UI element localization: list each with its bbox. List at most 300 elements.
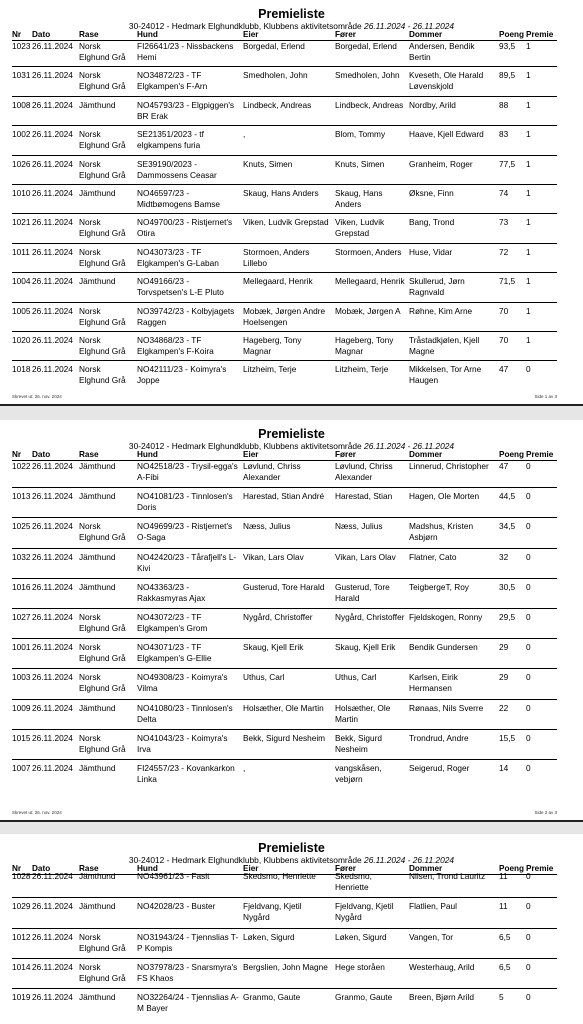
cell-hund: NO46597/23 - Midtbømogens Bamse xyxy=(137,188,221,209)
cell-dato: 26.11.2024 xyxy=(32,642,73,653)
cell-forer: vangskåsen, vebjørn xyxy=(335,763,382,784)
cell-poeng: 30,5 xyxy=(499,581,516,592)
cell-dato: 26.11.2024 xyxy=(32,521,73,532)
row-divider xyxy=(12,331,557,332)
cell-rase: Jämthund xyxy=(79,551,116,562)
cell-dommer: Flatlien, Paul xyxy=(409,901,457,912)
cell-hund: NO43072/23 - TF Elgkampen's Grom xyxy=(137,612,208,633)
cell-premie: 0 xyxy=(526,364,531,375)
cell-eier: Gusterud, Tore Harald xyxy=(243,581,325,592)
subtitle-dates: 26.11.2024 - 26.11.2024 xyxy=(364,441,455,451)
cell-hund: NO43363/23 - Rakkasmyras Ajax xyxy=(137,581,206,603)
cell-poeng: 15,5 xyxy=(499,732,516,743)
header-hund: Hund xyxy=(137,450,158,459)
cell-nr: 1009 xyxy=(12,702,31,713)
header-forer: Fører xyxy=(335,30,356,39)
cell-forer: Løvlund, Chriss Alexander xyxy=(335,461,393,482)
cell-eier: Skedsmo, Henriette xyxy=(243,871,316,881)
cell-forer: Gusterud, Tore Harald xyxy=(335,581,390,603)
cell-eier: Viken, Ludvik Grepstad xyxy=(243,217,329,228)
row-divider xyxy=(12,759,557,760)
cell-hund: NO39742/23 - Kolbyjagets Raggen xyxy=(137,305,235,327)
cell-dommer: Huse, Vidar xyxy=(409,246,453,257)
row-divider xyxy=(12,638,557,639)
cell-hund: FI24557/23 - Kovankarkon Linka xyxy=(137,763,235,784)
cell-poeng: 47 xyxy=(499,461,509,471)
cell-hund: NO42518/23 - Trysil-egga's A-Fibi xyxy=(137,461,238,482)
cell-dato: 26.11.2024 xyxy=(32,763,73,773)
cell-nr: 1023 xyxy=(12,41,31,51)
cell-rase: Norsk Elghund Grå xyxy=(79,335,126,356)
cell-dato: 26.11.2024 xyxy=(32,612,73,622)
cell-dato: 26.11.2024 xyxy=(32,992,73,1003)
cell-poeng: 29 xyxy=(499,642,509,653)
cell-forer: Litzheim, Terje xyxy=(335,364,389,375)
cell-hund: NO43961/23 - Fasit xyxy=(137,871,210,881)
cell-forer: Fjeldvang, Kjetil Nygård xyxy=(335,901,394,923)
cell-dommer: Kveseth, Ole Harald Løvenskjold xyxy=(409,70,484,92)
cell-forer: Skedsmo, Henriette xyxy=(335,871,372,892)
cell-poeng: 6,5 xyxy=(499,931,511,942)
row-divider xyxy=(12,729,557,730)
cell-nr: 1004 xyxy=(12,276,31,287)
cell-eier: Bekk, Sigurd Nesheim xyxy=(243,732,326,743)
cell-premie: 1 xyxy=(526,305,531,316)
header-poeng: Poeng xyxy=(499,864,525,873)
cell-premie: 0 xyxy=(526,871,531,881)
row-divider xyxy=(12,155,557,156)
cell-poeng: 77,5 xyxy=(499,158,516,169)
row-divider xyxy=(12,608,557,609)
cell-dommer: Skullerud, Jørn Ragnvald xyxy=(409,276,465,298)
cell-forer: Holsæther, Ole Martin xyxy=(335,702,391,724)
cell-dommer: Fjeldskogen, Ronny xyxy=(409,612,483,622)
cell-hund: NO34872/23 - TF Elgkampen's F-Arn xyxy=(137,70,208,92)
cell-nr: 1012 xyxy=(12,931,31,942)
cell-nr: 1001 xyxy=(12,642,31,653)
cell-hund: NO49166/23 - Torvspetsen's L-E Pluto xyxy=(137,276,224,298)
page-title: Premieliste xyxy=(258,841,325,855)
cell-dommer: Rønaas, Nils Sverre xyxy=(409,702,484,713)
cell-forer: Næss, Julius xyxy=(335,521,383,532)
cell-dato: 26.11.2024 xyxy=(32,732,73,743)
cell-dommer: Seigerud, Roger xyxy=(409,763,470,773)
cell-nr: 1019 xyxy=(12,992,31,1003)
cell-hund: NO31943/24 - Tjennslias T- P Kompis xyxy=(137,931,239,953)
cell-forer: Borgedal, Erlend xyxy=(335,41,397,51)
cell-dato: 26.11.2024 xyxy=(32,672,73,683)
cell-dommer: Tråstadkjølen, Kjell Magne xyxy=(409,335,480,356)
cell-poeng: 32 xyxy=(499,551,509,562)
cell-forer: Skaug, Hans Anders xyxy=(335,188,383,209)
cell-eier: Nygård, Christoffer xyxy=(243,612,313,622)
cell-dato: 26.11.2024 xyxy=(32,305,73,316)
cell-rase: Norsk Elghund Grå xyxy=(79,305,126,327)
cell-premie: 0 xyxy=(526,901,531,912)
cell-forer: Granmo, Gaute xyxy=(335,992,393,1003)
footer-printed-date: Skrevet ut: 26. nov. 2024 xyxy=(12,394,62,399)
cell-dommer: Hagen, Ole Morten xyxy=(409,491,480,502)
cell-hund: NO43073/23 - TF Elgkampen's G-Laban xyxy=(137,246,219,268)
cell-poeng: 71,5 xyxy=(499,276,516,287)
cell-poeng: 5 xyxy=(499,992,504,1003)
cell-premie: 0 xyxy=(526,642,531,653)
footer-page-number: Side 2 av 3 xyxy=(534,810,557,815)
row-divider xyxy=(12,958,557,959)
row-divider xyxy=(12,272,557,273)
cell-rase: Jämthund xyxy=(79,491,116,502)
cell-eier: Løken, Sigurd xyxy=(243,931,295,942)
table-header xyxy=(12,30,557,40)
cell-hund: SE21351/2023 - tf elgkampens furia xyxy=(137,129,204,151)
cell-premie: 0 xyxy=(526,551,531,562)
cell-eier: Harestad, Stian André xyxy=(243,491,325,502)
cell-eier: Knuts, Simen xyxy=(243,158,293,169)
cell-eier: , xyxy=(243,763,246,773)
row-divider xyxy=(12,897,557,898)
cell-premie: 0 xyxy=(526,521,531,532)
cell-forer: Blom, Tommy xyxy=(335,129,386,140)
cell-rase: Norsk Elghund Grå xyxy=(79,129,126,151)
cell-dommer: Nilsen, Trond Lauritz xyxy=(409,871,486,881)
cell-eier: Skaug, Hans Anders xyxy=(243,188,319,198)
page-title: Premieliste xyxy=(258,427,325,441)
cell-eier: Mellegaard, Henrik xyxy=(243,276,313,287)
cell-dommer: Bendik Gundersen xyxy=(409,642,478,653)
cell-rase: Norsk Elghund Grå xyxy=(79,41,126,62)
header-dato: Dato xyxy=(32,30,51,39)
cell-dato: 26.11.2024 xyxy=(32,931,73,942)
cell-nr: 1011 xyxy=(12,246,30,257)
cell-dommer: Westerhaug, Arild xyxy=(409,961,475,972)
subtitle-event: 30-24012 - Hedmark Elghundklubb, Klubbens aktivitetsområde xyxy=(128,855,365,865)
header-dato: Dato xyxy=(32,450,51,459)
cell-eier: Løvlund, Chriss Alexander xyxy=(243,461,301,482)
header-dato: Dato xyxy=(32,864,51,873)
cell-poeng: 89,5 xyxy=(499,70,516,81)
header-forer: Fører xyxy=(335,864,356,873)
cell-poeng: 93,5 xyxy=(499,41,516,51)
header-rase: Rase xyxy=(79,864,99,873)
cell-rase: Jämthund xyxy=(79,763,116,773)
cell-premie: 1 xyxy=(526,335,531,345)
cell-dato: 26.11.2024 xyxy=(32,871,73,881)
cell-dommer: Granheim, Roger xyxy=(409,158,473,169)
row-divider xyxy=(12,213,557,214)
cell-dato: 26.11.2024 xyxy=(32,276,73,287)
cell-nr: 1007 xyxy=(12,763,31,773)
cell-premie: 0 xyxy=(526,702,531,713)
cell-hund: NO43071/23 - TF Elgkampen's G-Ellie xyxy=(137,642,212,664)
cell-dommer: Bang, Trond xyxy=(409,217,455,228)
cell-dommer: Øksne, Finn xyxy=(409,188,454,198)
row-divider xyxy=(12,66,557,67)
cell-nr: 1005 xyxy=(12,305,31,316)
cell-eier: Litzheim, Terje xyxy=(243,364,297,375)
header-rase: Rase xyxy=(79,450,99,459)
cell-nr: 1020 xyxy=(12,335,31,345)
row-divider xyxy=(12,548,557,549)
cell-forer: Mobæk, Jørgen A xyxy=(335,305,401,316)
cell-eier: Lindbeck, Andreas xyxy=(243,99,312,110)
row-divider xyxy=(12,699,557,700)
cell-poeng: 73 xyxy=(499,217,509,228)
header-dommer: Dommer xyxy=(409,30,443,39)
cell-hund: NO37978/23 - Snarsmyra's FS Khaos xyxy=(137,961,238,983)
cell-eier: Vikan, Lars Olav xyxy=(243,551,304,562)
cell-premie: 1 xyxy=(526,129,531,140)
row-divider xyxy=(12,487,557,488)
cell-poeng: 6,5 xyxy=(499,961,511,972)
header-eier: Eier xyxy=(243,864,259,873)
cell-poeng: 11 xyxy=(499,901,508,912)
header-hund: Hund xyxy=(137,30,158,39)
cell-dommer: Flatner, Cato xyxy=(409,551,457,562)
cell-nr: 1013 xyxy=(12,491,31,502)
table-header xyxy=(12,450,557,460)
cell-dommer: Trondrud, Andre xyxy=(409,732,469,743)
header-poeng: Poeng xyxy=(499,450,525,459)
cell-rase: Norsk Elghund Grå xyxy=(79,612,126,633)
cell-dato: 26.11.2024 xyxy=(32,335,73,345)
cell-poeng: 14 xyxy=(499,763,509,773)
cell-premie: 0 xyxy=(526,612,531,622)
cell-rase: Norsk Elghund Grå xyxy=(79,642,126,664)
subtitle-event: 30-24012 - Hedmark Elghundklubb, Klubbens aktivitetsområde xyxy=(128,441,365,451)
cell-poeng: 83 xyxy=(499,129,509,140)
cell-rase: Norsk Elghund Grå xyxy=(79,931,126,953)
cell-dato: 26.11.2024 xyxy=(32,129,73,140)
cell-eier: Uthus, Carl xyxy=(243,672,285,683)
row-divider xyxy=(12,243,557,244)
cell-dommer: Breen, Bjørn Arild xyxy=(409,992,475,1003)
cell-forer: Nygård, Christoffer xyxy=(335,612,405,622)
cell-eier: Skaug, Kjell Erik xyxy=(243,642,304,653)
cell-dato: 26.11.2024 xyxy=(32,246,73,257)
cell-forer: Skaug, Kjell Erik xyxy=(335,642,396,653)
cell-rase: Norsk Elghund Grå xyxy=(79,521,126,543)
cell-nr: 1032 xyxy=(12,551,31,562)
cell-poeng: 70 xyxy=(499,305,509,316)
cell-hund: NO42420/23 - Tårafjell's L- Kivi xyxy=(137,551,237,573)
cell-nr: 1027 xyxy=(12,612,31,622)
row-divider xyxy=(12,125,557,126)
cell-eier: Smedholen, John xyxy=(243,70,308,81)
header-dommer: Dommer xyxy=(409,450,443,459)
cell-forer: Harestad, Stian xyxy=(335,491,393,502)
cell-forer: Hege storåen xyxy=(335,961,385,972)
cell-hund: NO32264/24 - Tjennslias A- M Bayer xyxy=(137,992,239,1014)
cell-dommer: Karlsen, Eirik Hermansen xyxy=(409,672,458,694)
cell-dommer: Røhne, Kim Arne xyxy=(409,305,473,316)
cell-rase: Jämthund xyxy=(79,702,116,713)
cell-premie: 1 xyxy=(526,276,531,287)
row-divider xyxy=(12,302,557,303)
cell-premie: 1 xyxy=(526,217,531,228)
cell-poeng: 29 xyxy=(499,672,509,683)
cell-forer: Knuts, Simen xyxy=(335,158,385,169)
cell-dato: 26.11.2024 xyxy=(32,217,73,228)
cell-poeng: 47 xyxy=(499,364,509,375)
cell-hund: NO41081/23 - Tinnlosen's Doris xyxy=(137,491,233,513)
cell-nr: 1031 xyxy=(12,70,31,81)
header-dommer: Dommer xyxy=(409,864,443,873)
cell-forer: Løken, Sigurd xyxy=(335,931,387,942)
cell-hund: NO49699/23 - Ristjernet's O-Saga xyxy=(137,521,233,543)
cell-forer: Bekk, Sigurd Nesheim xyxy=(335,732,383,754)
cell-premie: 0 xyxy=(526,461,531,471)
row-divider xyxy=(12,184,557,185)
header-eier: Eier xyxy=(243,30,259,39)
cell-rase: Norsk Elghund Grå xyxy=(79,246,126,268)
cell-poeng: 70 xyxy=(499,335,509,345)
cell-nr: 1028 xyxy=(12,871,31,881)
cell-eier: Holsæther, Ole Martin xyxy=(243,702,324,713)
cell-nr: 1026 xyxy=(12,158,31,169)
cell-forer: Smedholen, John xyxy=(335,70,400,81)
cell-eier: , xyxy=(243,129,246,140)
cell-dato: 26.11.2024 xyxy=(32,70,73,81)
cell-dommer: Mikkelsen, Tor Arne Haugen xyxy=(409,364,482,386)
header-premie: Premie xyxy=(526,30,554,39)
subtitle-event: 30-24012 - Hedmark Elghundklubb, Klubbens aktivitetsområde xyxy=(128,21,365,31)
cell-rase: Jämthund xyxy=(79,461,116,471)
cell-dato: 26.11.2024 xyxy=(32,188,73,198)
footer-page-number: Side 1 av 3 xyxy=(534,394,557,399)
cell-rase: Norsk Elghund Grå xyxy=(79,70,126,92)
cell-premie: 1 xyxy=(526,188,531,198)
cell-nr: 1015 xyxy=(12,732,31,743)
header-premie: Premie xyxy=(526,864,554,873)
cell-dato: 26.11.2024 xyxy=(32,581,73,592)
cell-rase: Norsk Elghund Grå xyxy=(79,961,126,983)
cell-nr: 1025 xyxy=(12,521,31,532)
cell-hund: SE39190/2023 - Dammossens Ceasar xyxy=(137,158,217,180)
cell-dommer: Andersen, Bendik Bertin xyxy=(409,41,475,62)
cell-dato: 26.11.2024 xyxy=(32,158,73,169)
cell-premie: 1 xyxy=(526,99,531,110)
subtitle-dates: 26.11.2024 - 26.11.2024 xyxy=(364,21,455,31)
cell-nr: 1016 xyxy=(12,581,31,592)
cell-poeng: 44,5 xyxy=(499,491,516,502)
cell-forer: Vikan, Lars Olav xyxy=(335,551,396,562)
cell-nr: 1021 xyxy=(12,217,31,228)
cell-rase: Jämthund xyxy=(79,99,116,110)
row-divider xyxy=(12,668,557,669)
cell-rase: Jämthund xyxy=(79,188,116,198)
cell-poeng: 11 xyxy=(499,871,508,881)
header-hund: Hund xyxy=(137,864,158,873)
cell-rase: Jämthund xyxy=(79,871,116,881)
cell-premie: 1 xyxy=(526,70,531,81)
cell-hund: FI26641/23 - Nissbackens Hemi xyxy=(137,41,234,62)
row-divider xyxy=(12,360,557,361)
cell-dommer: Nordby, Arild xyxy=(409,99,456,110)
cell-dato: 26.11.2024 xyxy=(32,551,73,562)
cell-premie: 0 xyxy=(526,931,531,942)
row-divider xyxy=(12,578,557,579)
header-eier: Eier xyxy=(243,450,259,459)
cell-forer: Viken, Ludvik Grepstad xyxy=(335,217,385,239)
cell-poeng: 72 xyxy=(499,246,509,257)
cell-premie: 0 xyxy=(526,672,531,683)
cell-dommer: Linnerud, Christopher xyxy=(409,461,489,471)
cell-dato: 26.11.2024 xyxy=(32,491,73,502)
cell-eier: Borgedal, Erlend xyxy=(243,41,305,51)
row-divider xyxy=(12,928,557,929)
cell-dato: 26.11.2024 xyxy=(32,99,73,110)
cell-forer: Stormoen, Anders xyxy=(335,246,402,257)
cell-dato: 26.11.2024 xyxy=(32,901,73,912)
cell-eier: Fjeldvang, Kjetil Nygård xyxy=(243,901,302,923)
cell-premie: 0 xyxy=(526,581,531,592)
cell-dato: 26.11.2024 xyxy=(32,702,73,713)
cell-hund: NO42028/23 - Buster xyxy=(137,901,216,912)
cell-eier: Bergslien, John Magne xyxy=(243,961,328,972)
cell-premie: 1 xyxy=(526,41,531,51)
cell-forer: Hageberg, Tony Magnar xyxy=(335,335,394,356)
footer-printed-date: Skrevet ut: 26. nov. 2024 xyxy=(12,810,62,815)
cell-nr: 1022 xyxy=(12,461,31,471)
cell-rase: Norsk Elghund Grå xyxy=(79,732,126,754)
cell-hund: NO49700/23 - Ristjernet's Otira xyxy=(137,217,233,239)
header-forer: Fører xyxy=(335,450,356,459)
cell-poeng: 29,5 xyxy=(499,612,516,622)
cell-hund: NO41043/23 - Koimyra's Irva xyxy=(137,732,228,754)
cell-rase: Norsk Elghund Grå xyxy=(79,364,126,386)
cell-dommer: Haave, Kjell Edward xyxy=(409,129,484,140)
cell-forer: Mellegaard, Henrik xyxy=(335,276,405,287)
cell-forer: Uthus, Carl xyxy=(335,672,377,683)
cell-premie: 1 xyxy=(526,246,531,257)
cell-nr: 1008 xyxy=(12,99,31,110)
cell-poeng: 22 xyxy=(499,702,509,713)
cell-nr: 1002 xyxy=(12,129,31,140)
cell-dato: 26.11.2024 xyxy=(32,461,73,471)
cell-eier: Stormoen, Anders Lillebo xyxy=(243,246,310,268)
cell-rase: Jämthund xyxy=(79,276,116,287)
row-divider xyxy=(12,988,557,989)
cell-poeng: 34,5 xyxy=(499,521,516,532)
cell-rase: Jämthund xyxy=(79,992,116,1003)
cell-nr: 1003 xyxy=(12,672,31,683)
subtitle-dates: 26.11.2024 - 26.11.2024 xyxy=(364,855,455,865)
cell-eier: Mobæk, Jørgen Andre Hoelsengen xyxy=(243,305,326,327)
cell-hund: NO41080/23 - Tinnlosen's Delta xyxy=(137,702,233,724)
cell-rase: Norsk Elghund Grå xyxy=(79,217,126,239)
cell-dommer: Madshus, Kristen Asbjørn xyxy=(409,521,474,543)
cell-rase: Norsk Elghund Grå xyxy=(79,672,126,694)
row-divider xyxy=(12,517,557,518)
cell-poeng: 74 xyxy=(499,188,509,198)
cell-forer: Lindbeck, Andreas xyxy=(335,99,404,110)
cell-premie: 0 xyxy=(526,763,531,773)
cell-eier: Granmo, Gaute xyxy=(243,992,301,1003)
cell-nr: 1018 xyxy=(12,364,31,375)
cell-premie: 0 xyxy=(526,491,531,502)
row-divider xyxy=(12,96,557,97)
cell-premie: 0 xyxy=(526,992,531,1003)
cell-dato: 26.11.2024 xyxy=(32,961,73,972)
header-rase: Rase xyxy=(79,30,99,39)
cell-nr: 1010 xyxy=(12,188,31,198)
header-nr: Nr xyxy=(12,864,22,873)
cell-hund: NO49308/23 - Koimyra's Vilma xyxy=(137,672,228,694)
cell-poeng: 88 xyxy=(499,99,509,110)
cell-eier: Næss, Julius xyxy=(243,521,291,532)
cell-rase: Norsk Elghund Grå xyxy=(79,158,126,180)
cell-rase: Jämthund xyxy=(79,901,116,912)
